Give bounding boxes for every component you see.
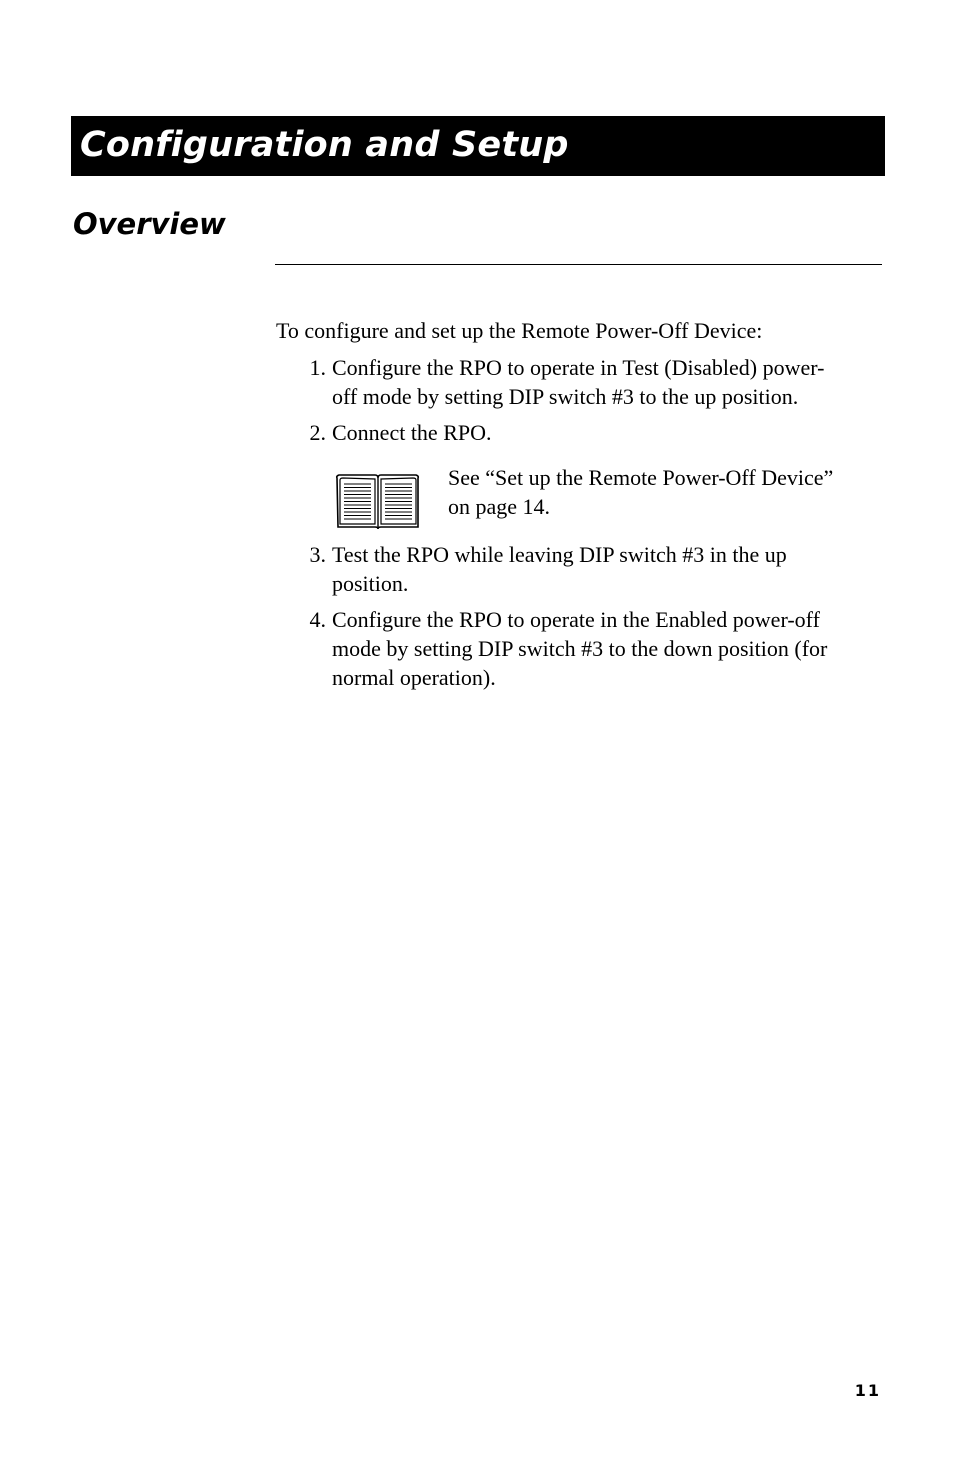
step-text [332, 540, 885, 598]
step-item-1 [300, 353, 885, 411]
step-number: 2. [309, 420, 326, 445]
page-number: 11 [854, 1381, 881, 1400]
step-text [332, 418, 885, 447]
intro-paragraph: To configure and set up the Remote Power-Off Device: [276, 318, 763, 343]
cross-reference-note [335, 463, 885, 529]
note-text [448, 463, 888, 521]
chapter-title: Configuration and Setup [80, 125, 569, 165]
step-text-line: mode by setting DIP switch #3 to the down position (for [332, 636, 828, 661]
step-number: 3. [309, 542, 326, 567]
note-text-line: See “Set up the Remote Power-Off Device” [448, 465, 834, 490]
step-text-line: normal operation). [332, 665, 496, 690]
section-divider [275, 264, 882, 265]
chapter-header-bar [71, 116, 885, 176]
step-text [332, 353, 885, 411]
step-text-line: Connect the RPO. [332, 420, 492, 445]
step-item-3 [300, 540, 885, 598]
step-text-line: off mode by setting DIP switch #3 to the up position. [332, 384, 799, 409]
step-text-line: Configure the RPO to operate in Test (Disabled) power- [332, 355, 825, 380]
step-number: 1. [309, 355, 326, 380]
step-number: 4. [309, 607, 326, 632]
step-item-4 [300, 605, 885, 692]
step-text-line: position. [332, 571, 409, 596]
note-text-line: on page 14. [448, 494, 551, 519]
step-item-2 [300, 418, 885, 447]
book-icon [335, 471, 421, 529]
step-text-line: Test the RPO while leaving DIP switch #3 in the up [332, 542, 787, 567]
section-title: Overview [73, 207, 226, 241]
step-text-line: Configure the RPO to operate in the Enabled power-off [332, 607, 820, 632]
step-text [332, 605, 885, 692]
